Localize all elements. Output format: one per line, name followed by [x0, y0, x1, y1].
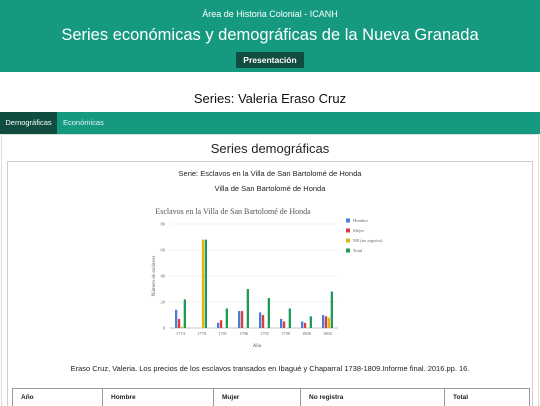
y-axis-label: Número de esclavos — [152, 255, 157, 297]
table-header-female: Mujer — [214, 389, 301, 406]
bar-mujer-1802 — [325, 316, 327, 328]
table-header-male: Hombre — [103, 389, 214, 406]
y-tick-label: 0 — [162, 325, 165, 331]
citation-text: Eraso Cruz, Valeria. Los precios de los esclavos transados en Ibagué y Chaparral 1738-1809.Informe final. 2016.pp. 16. — [70, 364, 470, 373]
table-header-year: Año — [13, 389, 103, 406]
bar-hombre-1800 — [301, 322, 303, 329]
y-tick-label: 20 — [160, 299, 165, 305]
x-tick-label: 1800 — [302, 331, 311, 336]
tab-demograficas[interactable]: Demográficas — [0, 112, 57, 134]
legend-swatch — [346, 219, 350, 223]
y-tick-label: 60 — [160, 247, 165, 253]
legend-label: Mujer — [353, 228, 364, 233]
tab-economicas[interactable]: Económicas — [63, 118, 104, 127]
organization-label: Área de Historia Colonial - ICANH — [202, 9, 338, 19]
bar-hombre-1799 — [280, 319, 282, 328]
legend-label: NR (no registra) — [353, 238, 383, 243]
bar-nr-1802 — [328, 318, 330, 328]
site-title: Series económicas y demográficas de la Nueva Granada — [61, 26, 479, 44]
x-tick-label: 1799 — [281, 331, 290, 336]
data-table — [12, 388, 530, 406]
bar-total-1774 — [184, 299, 186, 328]
table-header-total: Total — [453, 394, 469, 401]
bar-hombre-1774 — [175, 310, 177, 328]
table-header-not-recorded: No registra — [301, 389, 445, 406]
section-title: Series demográficas — [210, 141, 330, 156]
bar-mujer-1781 — [220, 320, 222, 328]
serie-location: Villa de San Bartolomé de Honda — [214, 184, 326, 193]
series-author-title: Series: Valeria Eraso Cruz — [193, 91, 347, 106]
presentation-button[interactable]: Presentación — [236, 52, 304, 68]
bar-hombre-1786 — [238, 311, 240, 328]
bar-mujer-1795 — [262, 315, 264, 328]
bar-hombre-1795 — [259, 312, 261, 328]
bar-mujer-1774 — [178, 319, 180, 328]
x-tick-label: 1795 — [260, 331, 269, 336]
x-tick-label: 1781 — [218, 331, 227, 336]
bar-hombre-1781 — [217, 323, 219, 328]
bar-hombre-1802 — [322, 315, 324, 328]
bar-nr-1774 — [181, 327, 183, 328]
chart-title: Esclavos en la Villa de San Bartolomé de Honda — [155, 207, 311, 216]
legend-swatch — [346, 249, 350, 253]
bar-mujer-1800 — [304, 323, 306, 328]
x-tick-label: 1802 — [323, 331, 332, 336]
legend-label: Total — [353, 248, 363, 253]
x-tick-label: 1774 — [176, 331, 185, 336]
bar-total-1781 — [226, 309, 228, 329]
legend-swatch — [346, 239, 350, 243]
bar-total-1802 — [331, 292, 333, 328]
bar-nr-1778 — [202, 240, 204, 328]
bar-total-1786 — [247, 289, 249, 328]
bar-mujer-1799 — [283, 322, 285, 329]
bar-total-1795 — [268, 298, 270, 328]
y-tick-label: 40 — [160, 273, 165, 279]
x-tick-label: 1786 — [239, 331, 248, 336]
x-tick-label: 1778 — [197, 331, 206, 336]
bar-total-1800 — [310, 316, 312, 328]
y-tick-label: 80 — [160, 221, 165, 227]
bar-mujer-1786 — [241, 311, 243, 328]
serie-name: Serie: Esclavos en la Villa de San Bartolomé de Honda — [178, 169, 362, 178]
legend-label: Hombre — [353, 218, 368, 223]
bar-total-1778 — [205, 240, 207, 328]
legend-swatch — [346, 229, 350, 233]
x-axis-label: Año — [252, 344, 262, 349]
bar-total-1799 — [289, 309, 291, 329]
